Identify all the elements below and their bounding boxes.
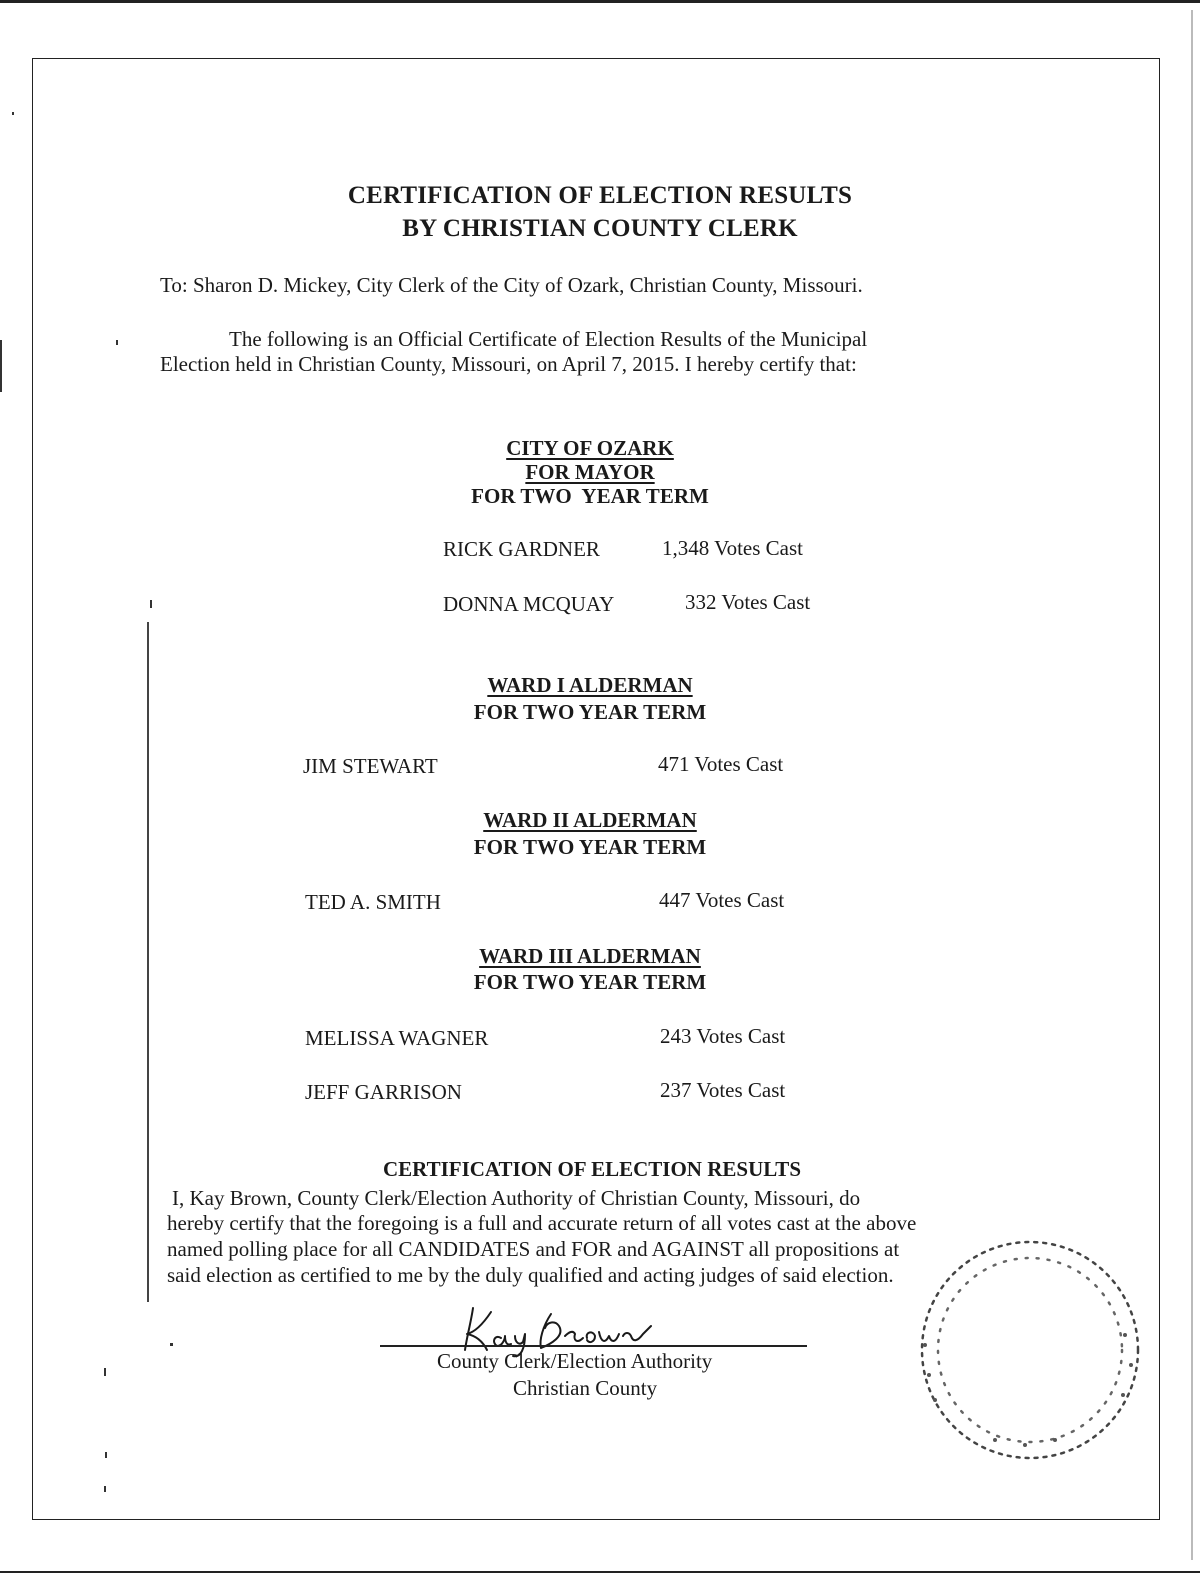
race-heading-term: FOR TWO YEAR TERM (473, 700, 707, 724)
race-heading-office: WARD III ALDERMAN (479, 944, 701, 968)
document-title-line2: BY CHRISTIAN COUNTY CLERK (402, 215, 798, 242)
scan-mark (150, 600, 152, 608)
intro-line1: The following is an Official Certificate of Election Results of the Municipal (229, 327, 868, 351)
candidate-votes: 237 Votes Cast (660, 1078, 786, 1102)
scan-mark (0, 340, 2, 392)
candidate-name: DONNA MCQUAY (443, 592, 615, 616)
scan-top-edge (0, 0, 1200, 3)
race-heading-office: FOR MAYOR (525, 460, 655, 484)
race-heading-term: FOR TWO YEAR TERM (473, 835, 707, 859)
candidate-votes: 471 Votes Cast (658, 752, 784, 776)
scan-mark (12, 112, 14, 115)
signer-title-line1: County Clerk/Election Authority (437, 1349, 713, 1373)
embossed-seal (895, 1225, 1165, 1475)
certification-line: said election as certified to me by the duly qualified and acting judges of said election. (167, 1263, 894, 1287)
candidate-name: RICK GARDNER (443, 537, 600, 561)
race-heading-office: WARD II ALDERMAN (483, 808, 697, 832)
scan-bottom-edge (0, 1571, 1200, 1573)
candidate-votes: 243 Votes Cast (660, 1024, 786, 1048)
candidate-votes: 332 Votes Cast (685, 590, 811, 614)
candidate-name: JIM STEWART (303, 754, 438, 778)
scan-mark (105, 1452, 107, 1458)
scan-mark (104, 1368, 106, 1376)
certification-line: named polling place for all CANDIDATES and FOR and AGAINST all propositions at (167, 1237, 900, 1261)
scan-mark (104, 1486, 106, 1492)
candidate-name: JEFF GARRISON (305, 1080, 462, 1104)
candidate-votes: 447 Votes Cast (659, 888, 785, 912)
signature-line (380, 1345, 807, 1347)
race-heading-term: FOR TWO YEAR TERM (471, 484, 709, 508)
certification-heading: CERTIFICATION OF ELECTION RESULTS (382, 1157, 801, 1181)
certification-line: hereby certify that the foregoing is a full and accurate return of all votes cast at the above (167, 1211, 917, 1235)
candidate-votes: 1,348 Votes Cast (662, 536, 803, 560)
candidate-name: TED A. SMITH (305, 890, 441, 914)
race-heading-city: CITY OF OZARK (506, 436, 674, 460)
scan-mark (116, 340, 118, 345)
certification-line: I, Kay Brown, County Clerk/Election Authority of Christian County, Missouri, do (172, 1186, 861, 1210)
signer-title-line2: Christian County (513, 1376, 658, 1400)
document-title-line1: CERTIFICATION OF ELECTION RESULTS (347, 182, 853, 209)
scan-mark (170, 1343, 173, 1346)
race-heading-term: FOR TWO YEAR TERM (473, 970, 707, 994)
candidate-name: MELISSA WAGNER (305, 1026, 489, 1050)
addressee-line: To: Sharon D. Mickey, City Clerk of the City of Ozark, Christian County, Missouri. (160, 273, 863, 297)
race-heading-office: WARD I ALDERMAN (487, 673, 693, 697)
intro-line2: Election held in Christian County, Missouri, on April 7, 2015. I hereby certify that: (160, 352, 857, 376)
